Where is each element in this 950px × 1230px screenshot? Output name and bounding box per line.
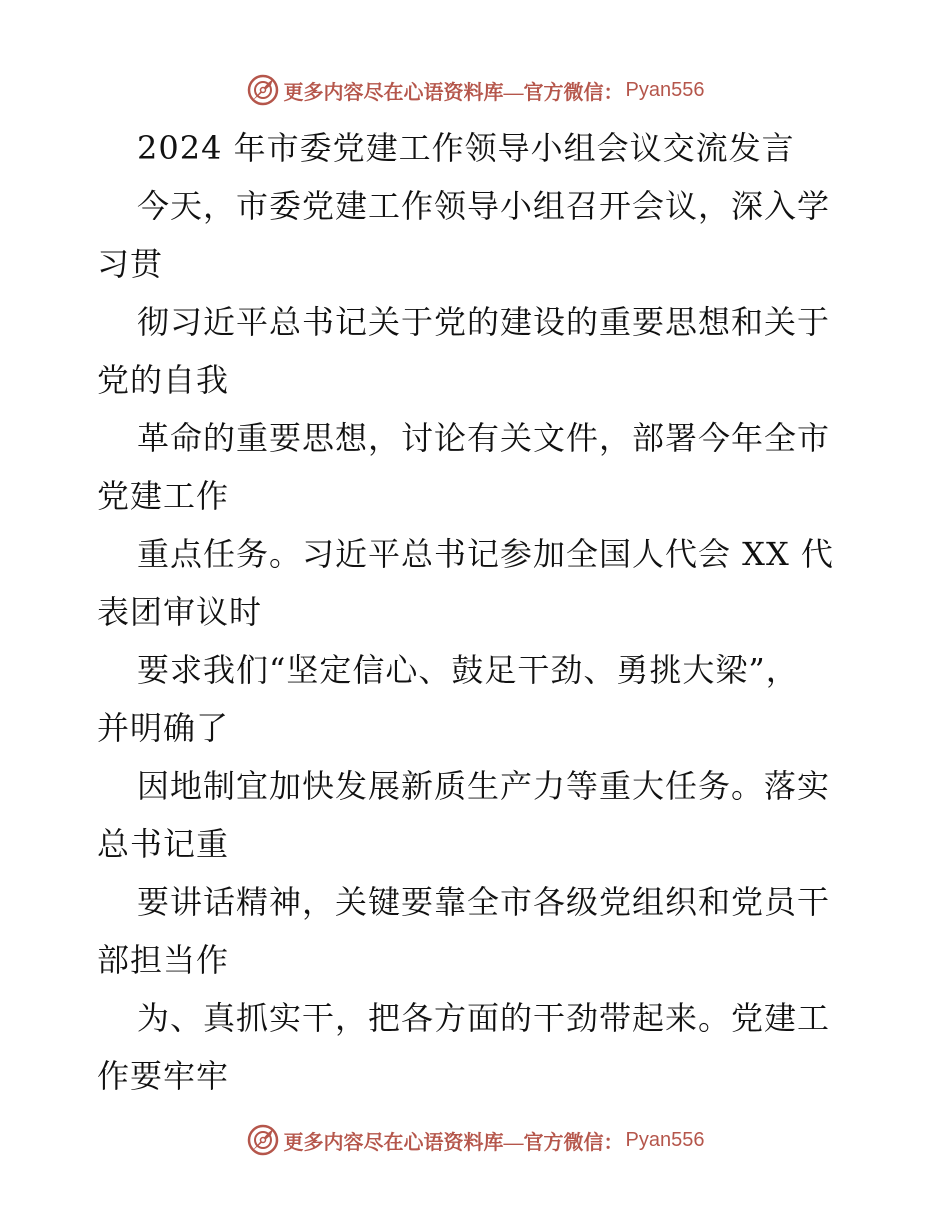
- paragraph-line: 并明确了: [97, 709, 230, 747]
- watermark-text: 更多内容尽在心语资料库—官方微信：: [283, 81, 624, 104]
- paragraph-line: 重点任务。习近平总书记参加全国人代会 XX 代: [137, 535, 834, 573]
- quill-pen-circle-icon: [246, 1123, 280, 1157]
- paragraph-line: 党建工作: [97, 477, 230, 515]
- watermark-wechat-id: Pyan556: [625, 1128, 705, 1151]
- paragraph-line: 党的自我: [97, 361, 230, 399]
- paragraph-line: 部担当作: [97, 941, 230, 979]
- paragraph-line: 彻习近平总书记关于党的建设的重要思想和关于: [137, 303, 831, 341]
- paragraph-line: 要讲话精神，关键要靠全市各级党组织和党员干: [137, 883, 831, 921]
- paragraph-line: 总书记重: [97, 825, 230, 863]
- watermark-text: 更多内容尽在心语资料库—官方微信：: [283, 1131, 624, 1154]
- paragraph-line: 为、真抓实干，把各方面的干劲带起来。党建工: [137, 999, 831, 1037]
- watermark-wechat-id: Pyan556: [625, 78, 705, 101]
- paragraph-line: 作要牢牢: [97, 1057, 230, 1095]
- paragraph-line: 习贯: [97, 245, 164, 283]
- paragraph-line: 因地制宜加快发展新质生产力等重大任务。落实: [137, 767, 831, 805]
- paragraph-line: 要求我们“坚定信心、鼓足干劲、勇挑大梁”，: [137, 651, 799, 689]
- paragraph-line: 表团审议时: [97, 593, 263, 631]
- footer-watermark: [0, 1120, 950, 1160]
- paragraph-line: 革命的重要思想，讨论有关文件，部署今年全市: [137, 419, 831, 457]
- paragraph-line: 今天，市委党建工作领导小组召开会议，深入学: [137, 187, 831, 225]
- document-title: 2024 年市委党建工作领导小组会议交流发言: [137, 129, 795, 167]
